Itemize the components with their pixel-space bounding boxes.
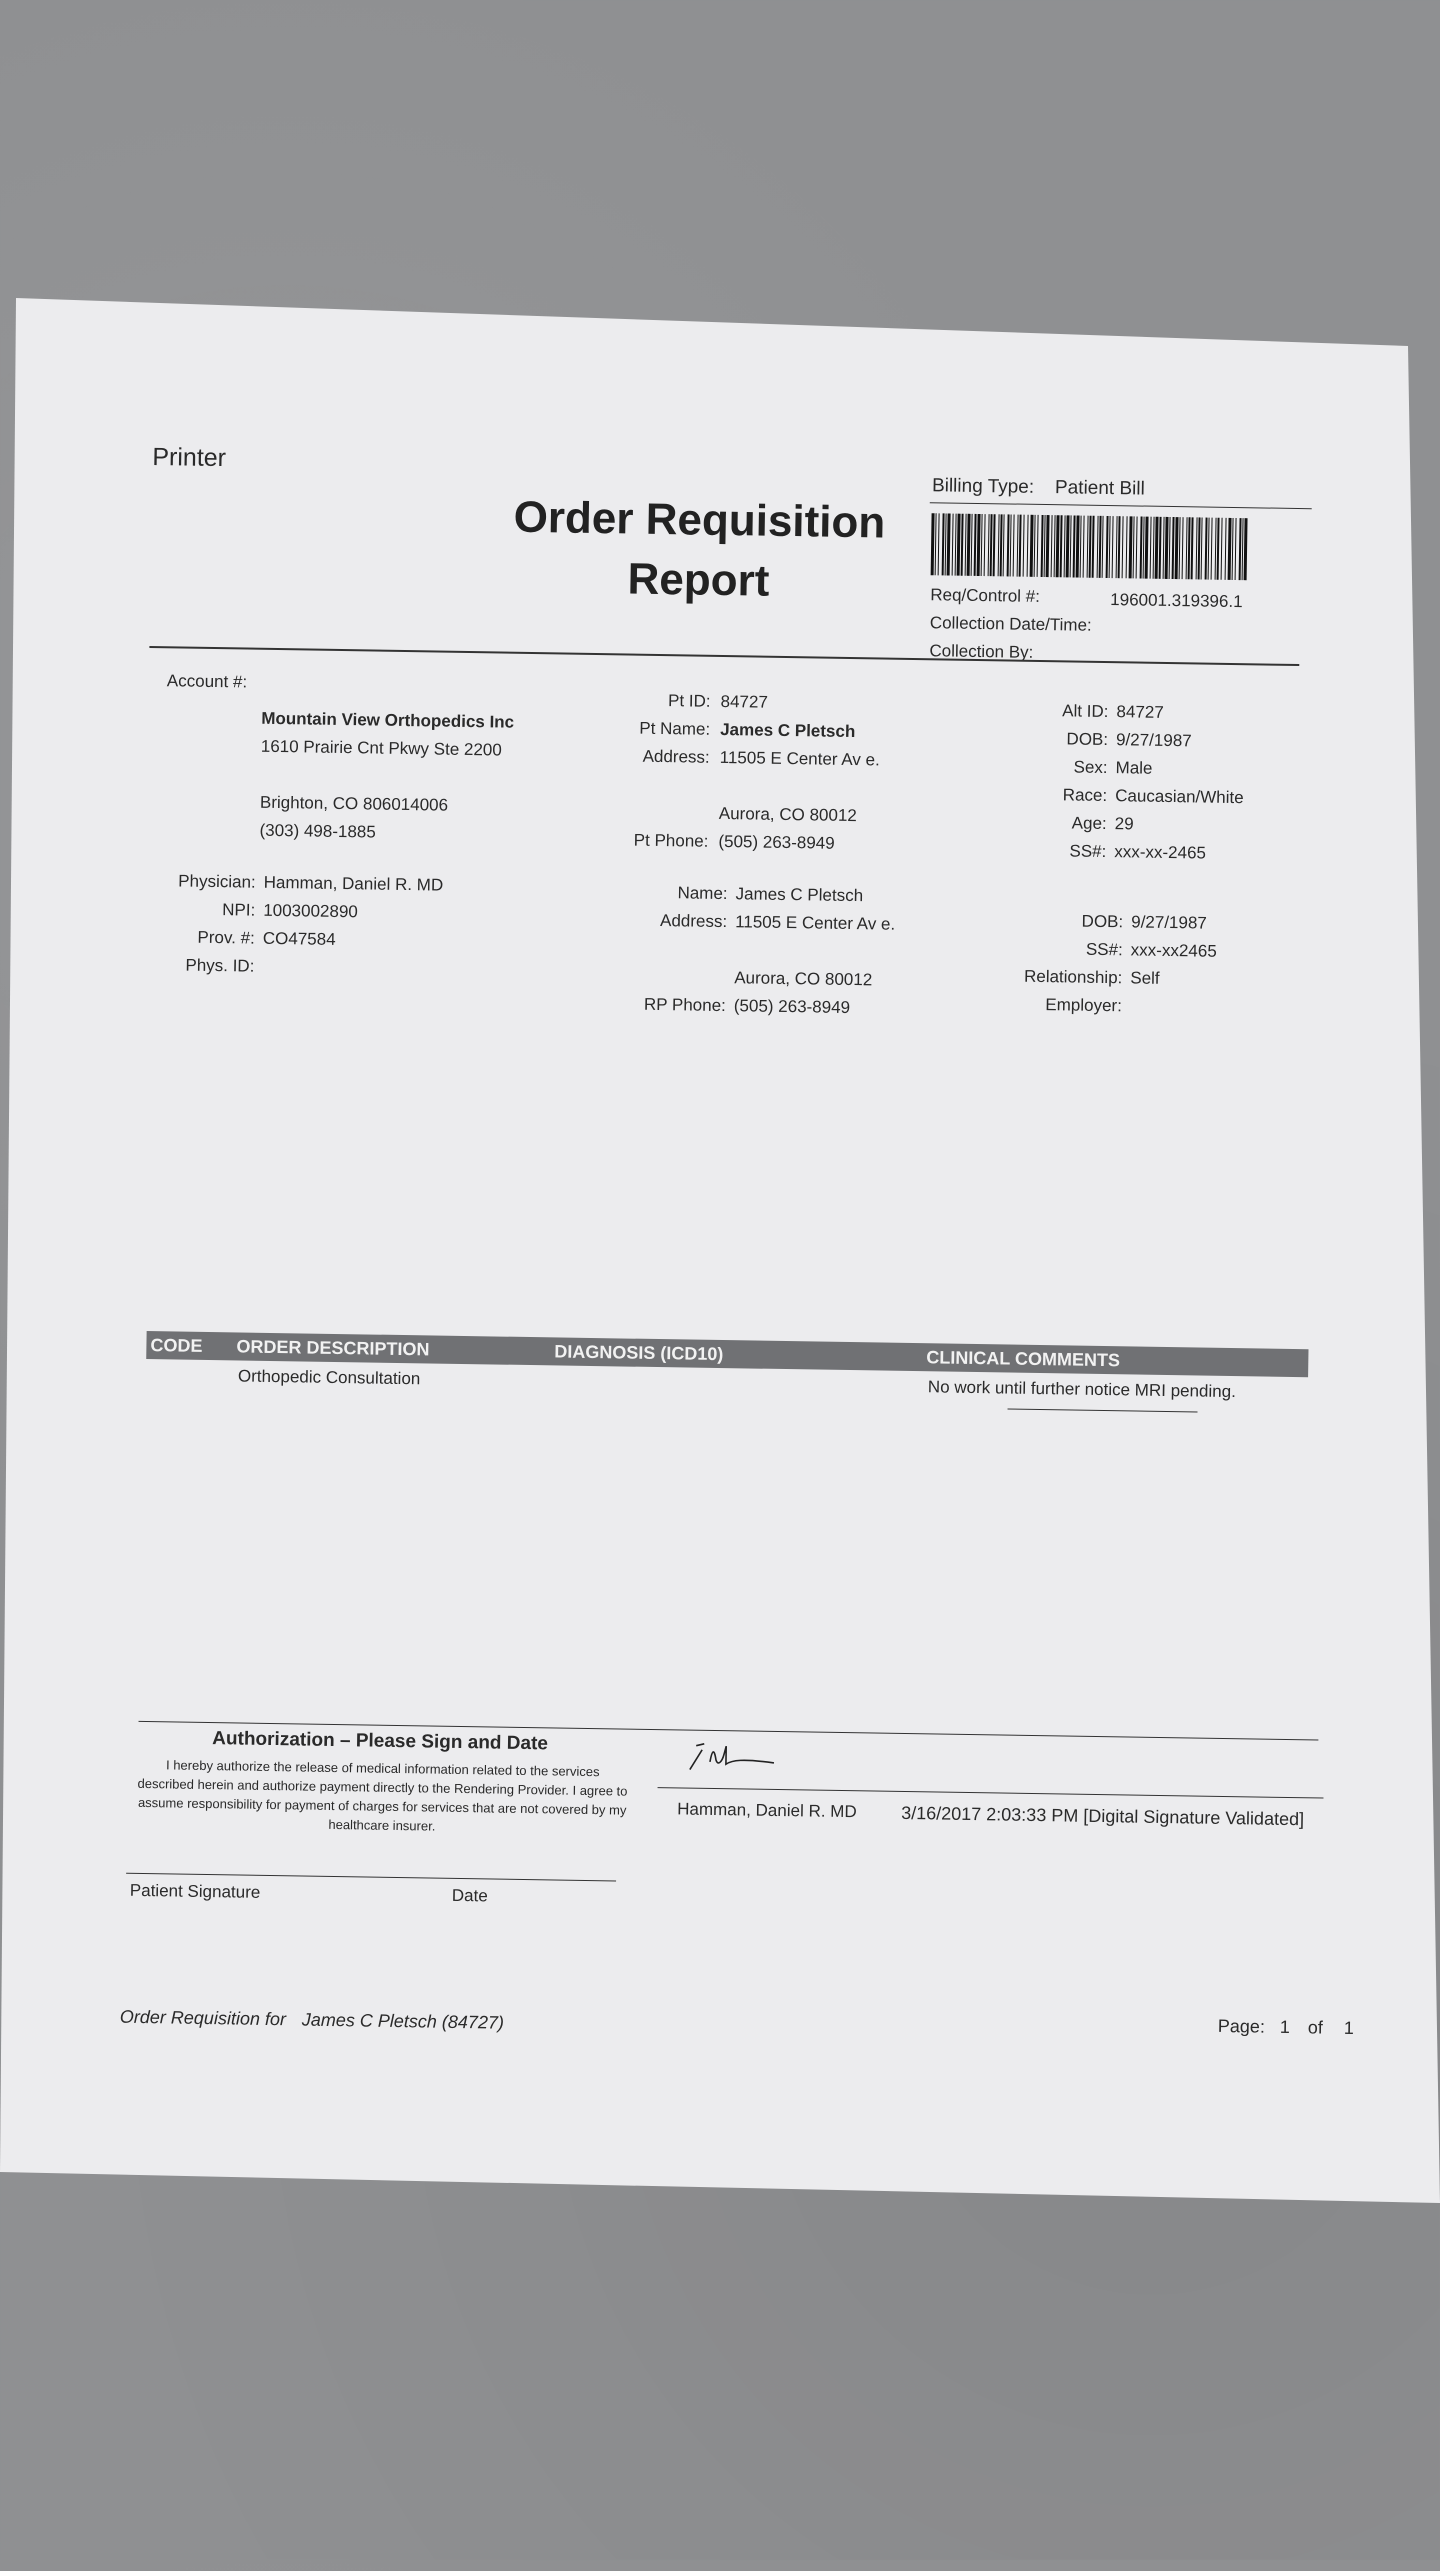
- rp-phone-value: (505) 263-8949: [733, 996, 851, 1018]
- footer-order-for-label: Order Requisition for: [119, 2006, 287, 2030]
- prov-value: CO47584: [262, 928, 336, 949]
- pt-address1: 11505 E Center Av e.: [719, 747, 880, 770]
- account-label: Account #:: [166, 671, 248, 692]
- barcode: [931, 513, 1250, 580]
- auth-title: Authorization – Please Sign and Date: [212, 1728, 549, 1755]
- header-divider: [149, 646, 1299, 666]
- physician-label: Physician:: [178, 871, 256, 892]
- employer-label: Employer:: [1045, 995, 1123, 1016]
- report-title-line1: Order Requisition: [513, 492, 886, 548]
- rp-address-label: Address:: [659, 911, 728, 932]
- age-value: 29: [1114, 814, 1134, 834]
- col-order-description: ORDER DESCRIPTION: [236, 1336, 430, 1360]
- provider-signature-scribble: [682, 1731, 803, 1783]
- npi-value: 1003002890: [263, 900, 358, 922]
- account-name: Mountain View Orthopedics Inc: [261, 708, 515, 732]
- billing-type-value: Patient Bill: [1054, 477, 1145, 500]
- col-clinical-comments: CLINICAL COMMENTS: [926, 1347, 1121, 1371]
- page-total: 1: [1343, 2017, 1355, 2039]
- page-current: 1: [1279, 2016, 1291, 2038]
- footer-order-for-value: James C Pletsch (84727): [301, 2009, 505, 2033]
- rp-dob-label: DOB:: [1081, 911, 1124, 932]
- rp-dob-value: 9/27/1987: [1131, 912, 1207, 933]
- race-label: Race:: [1062, 785, 1108, 806]
- billing-underline: [930, 502, 1312, 509]
- pt-address2: Aurora, CO 80012: [718, 803, 857, 826]
- provider-name: Hamman, Daniel R. MD: [677, 1799, 857, 1822]
- rp-ss-label: SS#:: [1085, 939, 1123, 960]
- col-diagnosis: DIAGNOSIS (ICD10): [554, 1341, 724, 1365]
- pt-id-label: Pt ID:: [667, 691, 711, 711]
- account-phone: (303) 498-1885: [259, 820, 376, 842]
- age-label: Age:: [1071, 813, 1107, 834]
- printer-label: Printer: [152, 442, 227, 473]
- auth-text: I hereby authorize the release of medical information related to the services described herein and authorize payment directly to the Rendering Provider. I agree to assume responsibility for payment of charges for services that are not covered by my healthcare insurer.: [137, 1757, 628, 1834]
- ss-label: SS#:: [1069, 841, 1107, 862]
- physician-value: Hamman, Daniel R. MD: [263, 872, 444, 895]
- patient-signature-label: Patient Signature: [129, 1880, 261, 1902]
- rp-name-label: Name:: [677, 883, 728, 904]
- patient-signature-line: [126, 1873, 616, 1882]
- dob-value: 9/27/1987: [1115, 730, 1192, 751]
- race-value: Caucasian/White: [1115, 786, 1244, 808]
- rp-phone-label: RP Phone:: [643, 994, 726, 1016]
- provider-signature-line: [658, 1787, 1324, 1798]
- sex-label: Sex:: [1073, 757, 1108, 778]
- relationship-label: Relationship:: [1023, 966, 1123, 988]
- report-title-line2: Report: [627, 554, 770, 606]
- rp-address2: Aurora, CO 80012: [734, 968, 873, 990]
- account-address1: 1610 Prairie Cnt Pkwy Ste 2200: [260, 736, 502, 760]
- rp-ss-value: xxx-xx2465: [1130, 940, 1217, 961]
- order-row-description: Orthopedic Consultation: [237, 1366, 421, 1389]
- sex-value: Male: [1115, 758, 1153, 778]
- alt-id-label: Alt ID:: [1062, 701, 1109, 722]
- alt-id-value: 84727: [1116, 702, 1164, 722]
- rp-name-value: James C Pletsch: [735, 884, 864, 906]
- col-code: CODE: [150, 1335, 203, 1356]
- pt-phone-value: (505) 263-8949: [718, 831, 835, 853]
- signature-timestamp: 3/16/2017 2:03:33 PM [Digital Signature Validated]: [901, 1802, 1305, 1830]
- pt-name-value: James C Pletsch: [720, 719, 856, 742]
- order-row-comment: No work until further notice MRI pending.: [927, 1377, 1237, 1402]
- req-control-value: 196001.319396.1: [1110, 590, 1243, 612]
- pt-name-label: Pt Name:: [639, 718, 711, 739]
- npi-label: NPI:: [222, 900, 256, 920]
- pt-id-value: 84727: [720, 691, 769, 712]
- dob-label: DOB:: [1066, 729, 1109, 750]
- pt-phone-label: Pt Phone:: [633, 830, 709, 851]
- date-label: Date: [451, 1885, 488, 1906]
- account-address2: Brighton, CO 806014006: [259, 792, 449, 815]
- page-of: of: [1307, 2017, 1324, 2038]
- billing-type-label: Billing Type:: [931, 475, 1035, 498]
- collected-by-label: Collection By:: [929, 641, 1034, 662]
- req-control-label: Req/Control #:: [930, 585, 1041, 606]
- page-label: Page:: [1217, 2015, 1266, 2037]
- collection-datetime-label: Collection Date/Time:: [929, 613, 1092, 635]
- ss-value: xxx-xx-2465: [1114, 842, 1207, 863]
- relationship-value: Self: [1130, 968, 1160, 988]
- comment-underline: [1008, 1409, 1198, 1413]
- prov-label: Prov. #:: [197, 927, 255, 948]
- phys-id-label: Phys. ID:: [185, 955, 255, 976]
- pt-address-label: Address:: [642, 746, 710, 767]
- rp-address1: 11505 E Center Av e.: [735, 912, 896, 934]
